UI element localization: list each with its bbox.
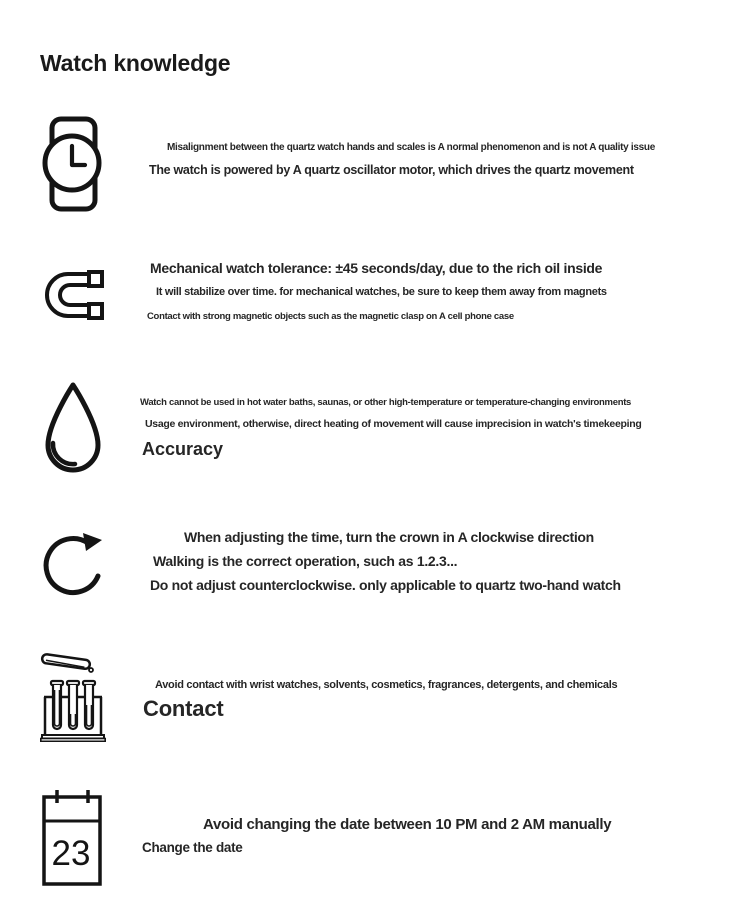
section-keyword: Contact <box>143 696 224 721</box>
info-line: Walking is the correct operation, such as 1.2.3... <box>153 553 458 569</box>
info-line: Avoid changing the date between 10 PM and 2 AM manually <box>203 816 612 833</box>
section-keyword: Accuracy <box>142 439 224 459</box>
calendar-day: 23 <box>51 834 91 873</box>
info-line: When adjusting the time, turn the crown in A clockwise direction <box>184 529 594 545</box>
info-line: Do not adjust counterclockwise. only applicable to quartz two-hand watch <box>150 577 621 593</box>
page-title: Watch knowledge <box>40 50 231 77</box>
info-line: Misalignment between the quartz watch hands and scales is A normal phenomenon and is not A quality issue <box>167 142 655 153</box>
info-line: Usage environment, otherwise, direct heating of movement will cause imprecision in watch's timekeeping <box>145 418 642 430</box>
info-line: The watch is powered by A quartz oscillator motor, which drives the quartz movement <box>149 163 634 177</box>
info-line: Watch cannot be used in hot water baths, saunas, or other high-temperature or temperature-changing environments <box>140 397 632 408</box>
magnet-icon <box>43 268 105 322</box>
clockwise-arrow-icon <box>42 524 106 604</box>
info-line: It will stabilize over time. for mechanical watches, be sure to keep them away from magnets <box>156 286 607 298</box>
info-line: Avoid contact with wrist watches, solvents, cosmetics, fragrances, detergents, and chemicals <box>155 679 618 691</box>
info-line: Change the date <box>142 840 243 855</box>
calendar-icon <box>42 789 102 886</box>
wristwatch-icon <box>42 116 102 212</box>
test-tubes-icon <box>40 652 106 742</box>
water-drop-icon <box>40 381 106 477</box>
info-line: Contact with strong magnetic objects such as the magnetic clasp on A cell phone case <box>147 311 514 322</box>
info-line: Mechanical watch tolerance: ±45 seconds/day, due to the rich oil inside <box>150 260 603 276</box>
